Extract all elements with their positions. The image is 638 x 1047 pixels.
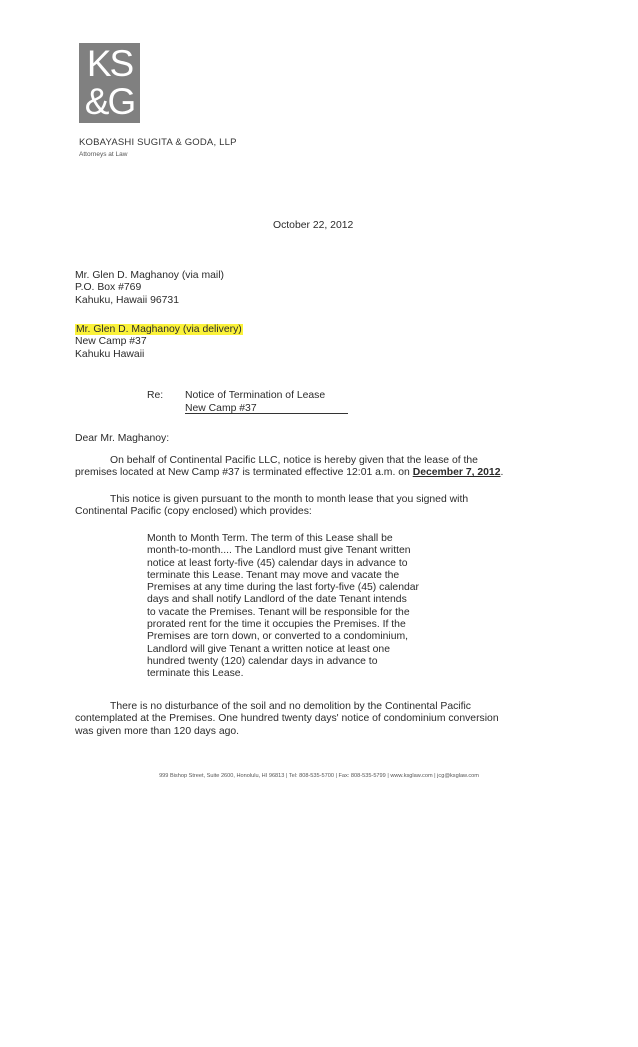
re-underline bbox=[185, 413, 348, 414]
lease-quote bbox=[147, 533, 419, 681]
termination-date: December 7, 2012 bbox=[412, 467, 501, 479]
recipient2-line2: New Camp #37 bbox=[75, 336, 147, 348]
re-subject-line2: New Camp #37 bbox=[185, 403, 257, 414]
paragraph3-line3: was given more than 120 days ago. bbox=[75, 725, 240, 737]
quote-line: to vacate the Premises. Tenant will be responsible for the bbox=[147, 606, 410, 618]
quote-line: hundred twenty (120) calendar days in advance to bbox=[147, 655, 378, 667]
firm-name: KOBAYASHI SUGITA & GODA, LLP bbox=[79, 137, 237, 148]
quote-line: Premises at any time during the last forty-five (45) calendar bbox=[147, 582, 420, 594]
recipient1-line2: P.O. Box #769 bbox=[75, 282, 142, 294]
quote-line: days and shall notify Landlord of the date Tenant intends bbox=[147, 594, 407, 606]
firm-subtitle: Attorneys at Law bbox=[79, 151, 128, 158]
salutation: Dear Mr. Maghanoy: bbox=[75, 433, 170, 444]
recipient-address-mail bbox=[75, 270, 224, 307]
paragraph3-line1: There is no disturbance of the soil and no demolition by the Continental Pacific bbox=[110, 701, 471, 712]
firm-logo bbox=[79, 43, 140, 123]
paragraph2-line1: This notice is given pursuant to the month to month lease that you signed with bbox=[110, 494, 469, 505]
paragraph1-line1: On behalf of Continental Pacific LLC, notice is hereby given that the lease of the bbox=[110, 455, 478, 466]
quote-line: terminate this Lease. bbox=[147, 668, 244, 680]
re-label: Re: bbox=[147, 390, 164, 401]
paragraph-1 bbox=[75, 455, 565, 480]
quote-line: Premises are torn down, or converted to a condominium, bbox=[147, 631, 409, 643]
paragraph-2 bbox=[75, 494, 468, 519]
quote-line: Month to Month Term. The term of this Lease shall be bbox=[147, 533, 393, 544]
recipient-address-delivery bbox=[75, 324, 243, 361]
recipient1-line3: Kahuku, Hawaii 96731 bbox=[75, 294, 179, 306]
paragraph1-line2-suffix: . bbox=[500, 467, 504, 479]
recipient2-line1-highlighted: Mr. Glen D. Maghanoy (via delivery) bbox=[76, 324, 242, 335]
logo-line2: &G bbox=[84, 81, 135, 122]
logo-line1: KS bbox=[86, 43, 133, 84]
re-subject-line1: Notice of Termination of Lease bbox=[185, 390, 326, 401]
quote-line: Landlord will give Tenant a written notice at least one bbox=[147, 643, 390, 655]
quote-line: month-to-month.... The Landlord must give Tenant written bbox=[147, 545, 411, 557]
letter-date: October 22, 2012 bbox=[273, 220, 354, 231]
quote-line: terminate this Lease. Tenant may move and vacate the bbox=[147, 569, 400, 581]
quote-line: prorated rent for the time it occupies the Premises. If the bbox=[147, 619, 406, 631]
paragraph-3 bbox=[75, 701, 499, 738]
letterhead-footer: 999 Bishop Street, Suite 2600, Honolulu, HI 96813 | Tel: 808-535-5700 | Fax: 808-535-5799 | www.ksglaw.com | jcg@ksglaw.com bbox=[159, 773, 479, 779]
paragraph2-line2: Continental Pacific (copy enclosed) which provides: bbox=[75, 506, 312, 518]
paragraph3-line2: contemplated at the Premises. One hundred twenty days' notice of condominium conversion bbox=[75, 713, 499, 725]
recipient1-line1: Mr. Glen D. Maghanoy (via mail) bbox=[75, 270, 224, 281]
quote-line: notice at least forty-five (45) calendar days in advance to bbox=[147, 557, 408, 569]
recipient2-line3: Kahuku Hawaii bbox=[75, 348, 145, 360]
paragraph1-line2-prefix: premises located at New Camp #37 is terminated effective 12:01 a.m. on bbox=[75, 467, 413, 479]
